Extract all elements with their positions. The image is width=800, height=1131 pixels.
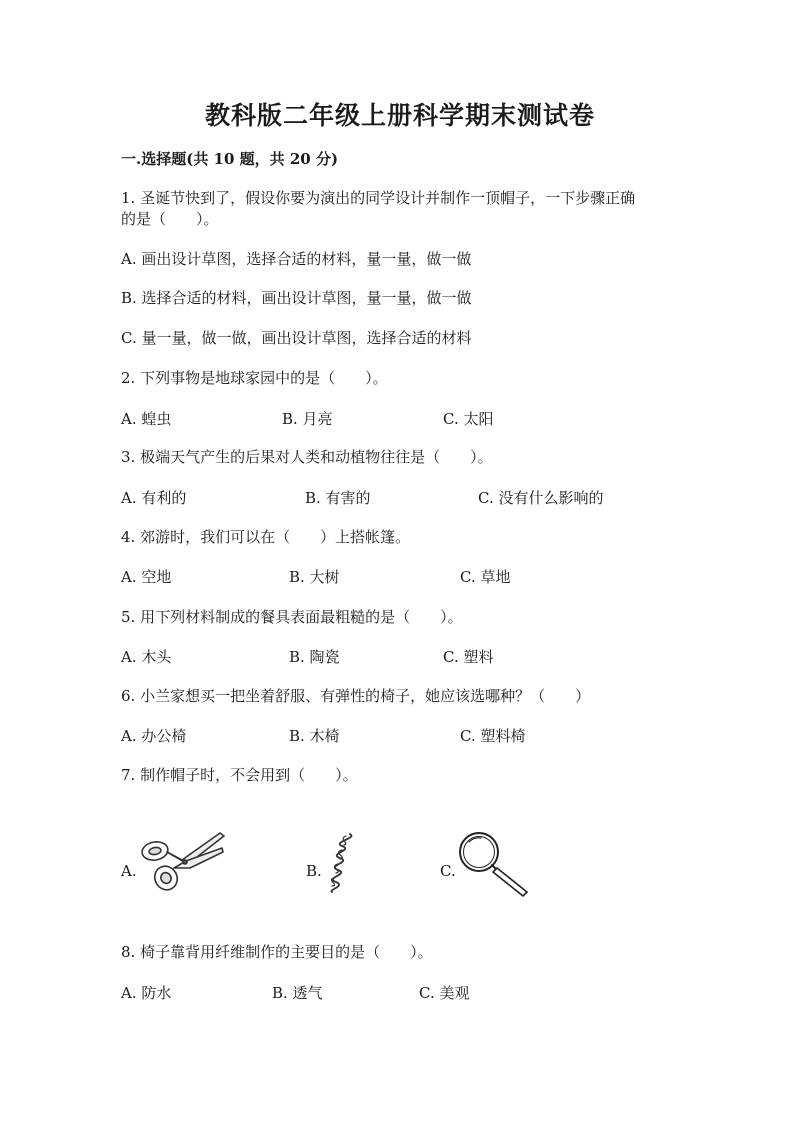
page-title: 教科版二年级上册科学期末测试卷 xyxy=(204,101,595,130)
question-5-option-a: A. 木头 xyxy=(121,648,172,666)
question-8-option-a: A. 防水 xyxy=(121,984,172,1002)
magnifying-glass-icon xyxy=(455,830,535,898)
question-3-option-a: A. 有利的 xyxy=(121,489,187,507)
question-7-option-c: C. xyxy=(440,862,456,880)
question-8-stem: 8. 椅子靠背用纤维制作的主要目的是（ ）。 xyxy=(121,943,433,961)
question-3-stem: 3. 极端天气产生的后果对人类和动植物往往是（ ）。 xyxy=(121,448,493,466)
question-6-option-a: A. 办公椅 xyxy=(121,727,187,745)
spring-coil-icon xyxy=(320,830,360,894)
question-8-option-c: C. 美观 xyxy=(419,984,470,1002)
question-4-option-c: C. 草地 xyxy=(460,568,511,586)
question-4-option-a: A. 空地 xyxy=(121,568,172,586)
question-6-stem: 6. 小兰家想买一把坐着舒服、有弹性的椅子，她应该选哪种？（ ） xyxy=(121,687,591,705)
question-2-option-b: B. 月亮 xyxy=(282,410,333,428)
question-2-stem: 2. 下列事物是地球家园中的是（ ）。 xyxy=(121,369,388,387)
question-2-option-c: C. 太阳 xyxy=(443,410,494,428)
question-8-option-b: B. 透气 xyxy=(272,984,323,1002)
question-5-stem: 5. 用下列材料制成的餐具表面最粗糙的是（ ）。 xyxy=(121,608,463,626)
question-3-option-b: B. 有害的 xyxy=(305,489,371,507)
question-1-stem-line1: 1. 圣诞节快到了，假设你要为演出的同学设计并制作一顶帽子，一下步骤正确 xyxy=(121,189,636,207)
question-6-option-c: C. 塑料椅 xyxy=(460,727,526,745)
question-5-option-c: C. 塑料 xyxy=(443,648,494,666)
question-4-option-b: B. 大树 xyxy=(289,568,340,586)
section-heading: 一.选择题(共 10 题，共 20 分) xyxy=(121,150,339,168)
question-1-option-b: B. 选择合适的材料，画出设计草图，量一量，做一做 xyxy=(121,289,472,307)
question-5-option-b: B. 陶瓷 xyxy=(289,648,340,666)
question-7-option-b: B. xyxy=(306,862,322,880)
question-1-option-a: A. 画出设计草图，选择合适的材料，量一量，做一做 xyxy=(121,250,472,268)
question-7-stem: 7. 制作帽子时，不会用到（ ）。 xyxy=(121,766,358,784)
question-2-option-a: A. 蝗虫 xyxy=(121,410,172,428)
question-4-stem: 4. 郊游时，我们可以在（ ）上搭帐篷。 xyxy=(121,528,411,546)
question-1-stem-line2: 的是（ ）。 xyxy=(121,210,219,228)
question-3-option-c: C. 没有什么影响的 xyxy=(478,489,604,507)
question-6-option-b: B. 木椅 xyxy=(289,727,340,745)
scissors-icon xyxy=(138,830,228,898)
question-7-option-a: A. xyxy=(121,862,137,880)
question-1-option-c: C. 量一量，做一做，画出设计草图，选择合适的材料 xyxy=(121,329,472,347)
